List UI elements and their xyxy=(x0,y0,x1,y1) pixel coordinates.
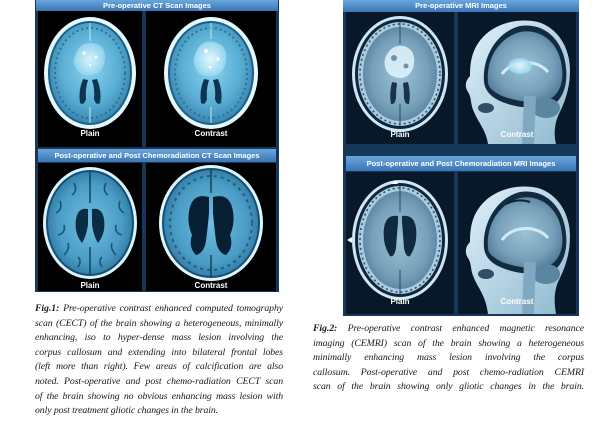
mri-pre-op-plain-image xyxy=(346,12,454,144)
head-slice xyxy=(466,187,570,314)
oral-cavity xyxy=(478,103,494,113)
caption-line: enhancing, iso to hyper-dense mass lesion involving the xyxy=(35,332,283,344)
pre-operative-ct-banner: Pre-operative CT Scan Images xyxy=(36,0,278,11)
caption-line: scan (CECT) of the brain showing a heterogeneous, minimally xyxy=(35,317,283,329)
ct-post-op-plain-image xyxy=(38,163,142,291)
figure-2-caption xyxy=(313,322,584,395)
calcification-focus xyxy=(89,64,91,66)
plain-label: Plain xyxy=(80,129,100,138)
contrast-label: Contrast xyxy=(500,130,534,139)
ct-pre-op-plain-image xyxy=(38,11,142,147)
mri-axial-slice xyxy=(346,172,454,314)
plain-label: Plain xyxy=(390,130,410,139)
mri-sagittal-slice xyxy=(458,172,576,314)
plain-label: Plain xyxy=(80,281,100,290)
caption-line: imaging (CEMRI) scan of the brain showing a heterogeneous xyxy=(313,337,584,349)
post-operative-mri-banner: Post-operative and Post Chemoradiation MRI Images xyxy=(346,156,576,171)
mri-pre-op-contrast-image xyxy=(458,12,576,144)
ct-post-op-contrast-image xyxy=(146,163,276,291)
ct-axial-slice xyxy=(38,11,142,147)
ct-pre-op-contrast-image xyxy=(146,11,276,147)
ct-axial-slice xyxy=(38,163,142,291)
figure-1-caption xyxy=(35,302,283,419)
enhancing-focus xyxy=(204,49,208,53)
orientation-marker xyxy=(347,237,352,243)
caption-line: noted. Post-operative and post chemo-radiation CECT scan xyxy=(35,375,283,387)
mri-post-op-plain-image xyxy=(346,172,454,314)
oral-cavity xyxy=(478,269,494,279)
lesion-heterogeneity xyxy=(391,55,397,61)
lesion-heterogeneity xyxy=(404,64,409,69)
brainstem xyxy=(522,262,536,314)
figure-label: Fig.1: xyxy=(35,303,60,314)
post-operative-ct-banner: Post-operative and Post Chemoradiation CT Scan Images xyxy=(38,149,276,162)
caption-line: of the brain showing no obvious enhancing mass lesion with xyxy=(35,390,283,402)
mri-sagittal-slice xyxy=(458,12,576,144)
caption-line: minimally enhancing mass lesion involving the corpus xyxy=(313,352,584,364)
enhancing-focus xyxy=(216,57,219,60)
ct-axial-slice xyxy=(146,11,276,147)
caption-line xyxy=(313,322,584,337)
mri-axial-slice xyxy=(346,12,454,144)
contrast-label: Contrast xyxy=(194,129,228,138)
enhancing-lesion xyxy=(508,58,532,74)
mri-post-op-contrast-image xyxy=(458,172,576,314)
contrast-label: Contrast xyxy=(500,297,534,306)
pre-operative-mri-banner: Pre-operative MRI Images xyxy=(343,0,579,12)
caption-text: Pre-operative contrast enhanced magnetic resonance xyxy=(347,323,584,334)
calcification-focus xyxy=(95,56,98,59)
enhancing-focus xyxy=(209,66,212,69)
caption-line xyxy=(35,302,283,317)
contrast-label: Contrast xyxy=(194,281,228,290)
ct-axial-slice xyxy=(146,163,276,291)
caption-text: Pre-operative contrast enhanced computed tomography xyxy=(63,303,283,314)
caption-line: callosum. Post-operative and post chemo-radiation CEMRI xyxy=(313,366,584,378)
caption-line: scan of the brain showing only gliotic changes in the brain. xyxy=(313,381,584,393)
calcification-focus xyxy=(82,51,85,54)
figure-label: Fig.2: xyxy=(313,323,338,334)
mri-figure-panel xyxy=(343,0,579,316)
cerebellum xyxy=(532,98,560,118)
caption-line: corpus callosum and extending into bilateral frontal lobes xyxy=(35,346,283,358)
plain-label: Plain xyxy=(390,297,410,306)
caption-line: (left more than right). Few areas of calcification are also xyxy=(35,361,283,373)
caption-line: only post treatment gliotic changes in the brain. xyxy=(35,405,219,417)
cerebellum xyxy=(532,264,560,284)
ct-figure-panel xyxy=(35,0,279,292)
